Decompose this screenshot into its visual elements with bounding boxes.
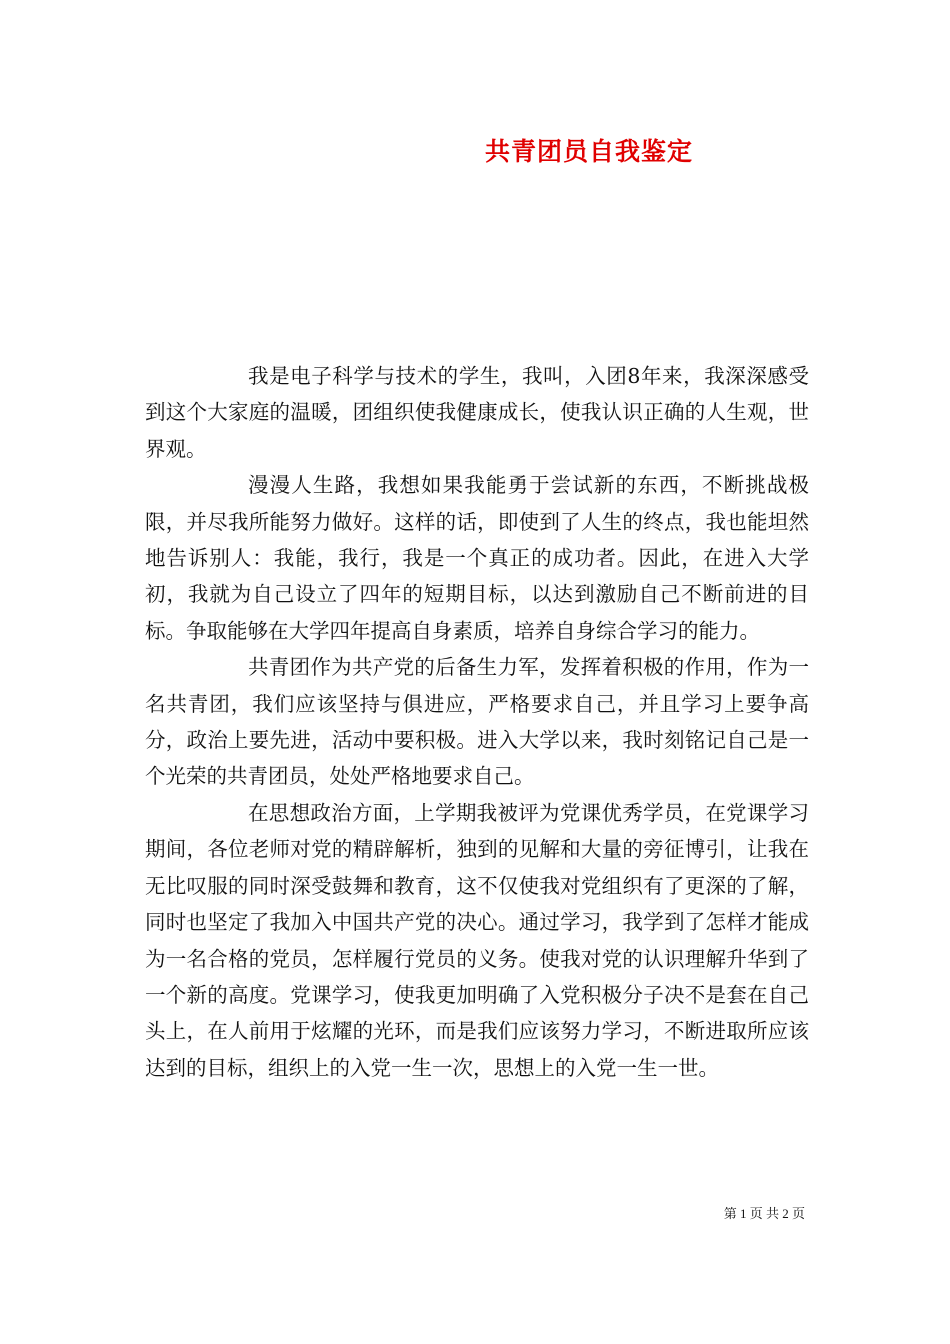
document-title: 共青团员自我鉴定 [484, 137, 693, 166]
page-number-footer: 第 1 页 共 2 页 [723, 1206, 805, 1221]
paragraph: 共青团作为共产党的后备生力军，发挥着积极的作用，作为一名共青团，我们应该坚持与俱进应，严格要求自己，并且学习上要争高分，政治上要先进，活动中要积极。进入大学以来，我时刻铭记自己是一个光荣的共青团员，处处严格地要求自己。 [145, 655, 809, 789]
paragraph: 漫漫人生路，我想如果我能勇于尝试新的东西，不断挑战极限，并尽我所能努力做好。这样的话，即使到了人生的终点，我也能坦然地告诉别人：我能，我行，我是一个真正的成功者。因此，在进入大学初，我就为自己设立了四年的短期目标，以达到激励自己不断前进的目标。争取能够在大学四年提高自身素质，培养自身综合学习的能力。 [145, 473, 809, 643]
paragraph: 在思想政治方面，上学期我被评为党课优秀学员，在党课学习期间，各位老师对党的精辟解析，独到的见解和大量的旁征博引，让我在无比叹服的同时深受鼓舞和教育，这不仅使我对党组织有了更深的了解，同时也坚定了我加入中国共产党的决心。通过学习，我学到了怎样才能成为一名合格的党员，怎样履行党员的义务。使我对党的认识理解升华到了一个新的高度。党课学习，使我更加明确了入党积极分子决不是套在自己头上，在人前用于炫耀的光环，而是我们应该努力学习，不断进取所应该达到的目标，组织上的入党一生一次，思想上的入党一生一世。 [145, 800, 809, 1080]
paragraph: 我是电子科学与技术的学生，我叫，入团8年来，我深深感受到这个大家庭的温暖，团组织使我健康成长，使我认识正确的人生观，世界观。 [145, 364, 809, 461]
document-body [145, 358, 809, 1086]
